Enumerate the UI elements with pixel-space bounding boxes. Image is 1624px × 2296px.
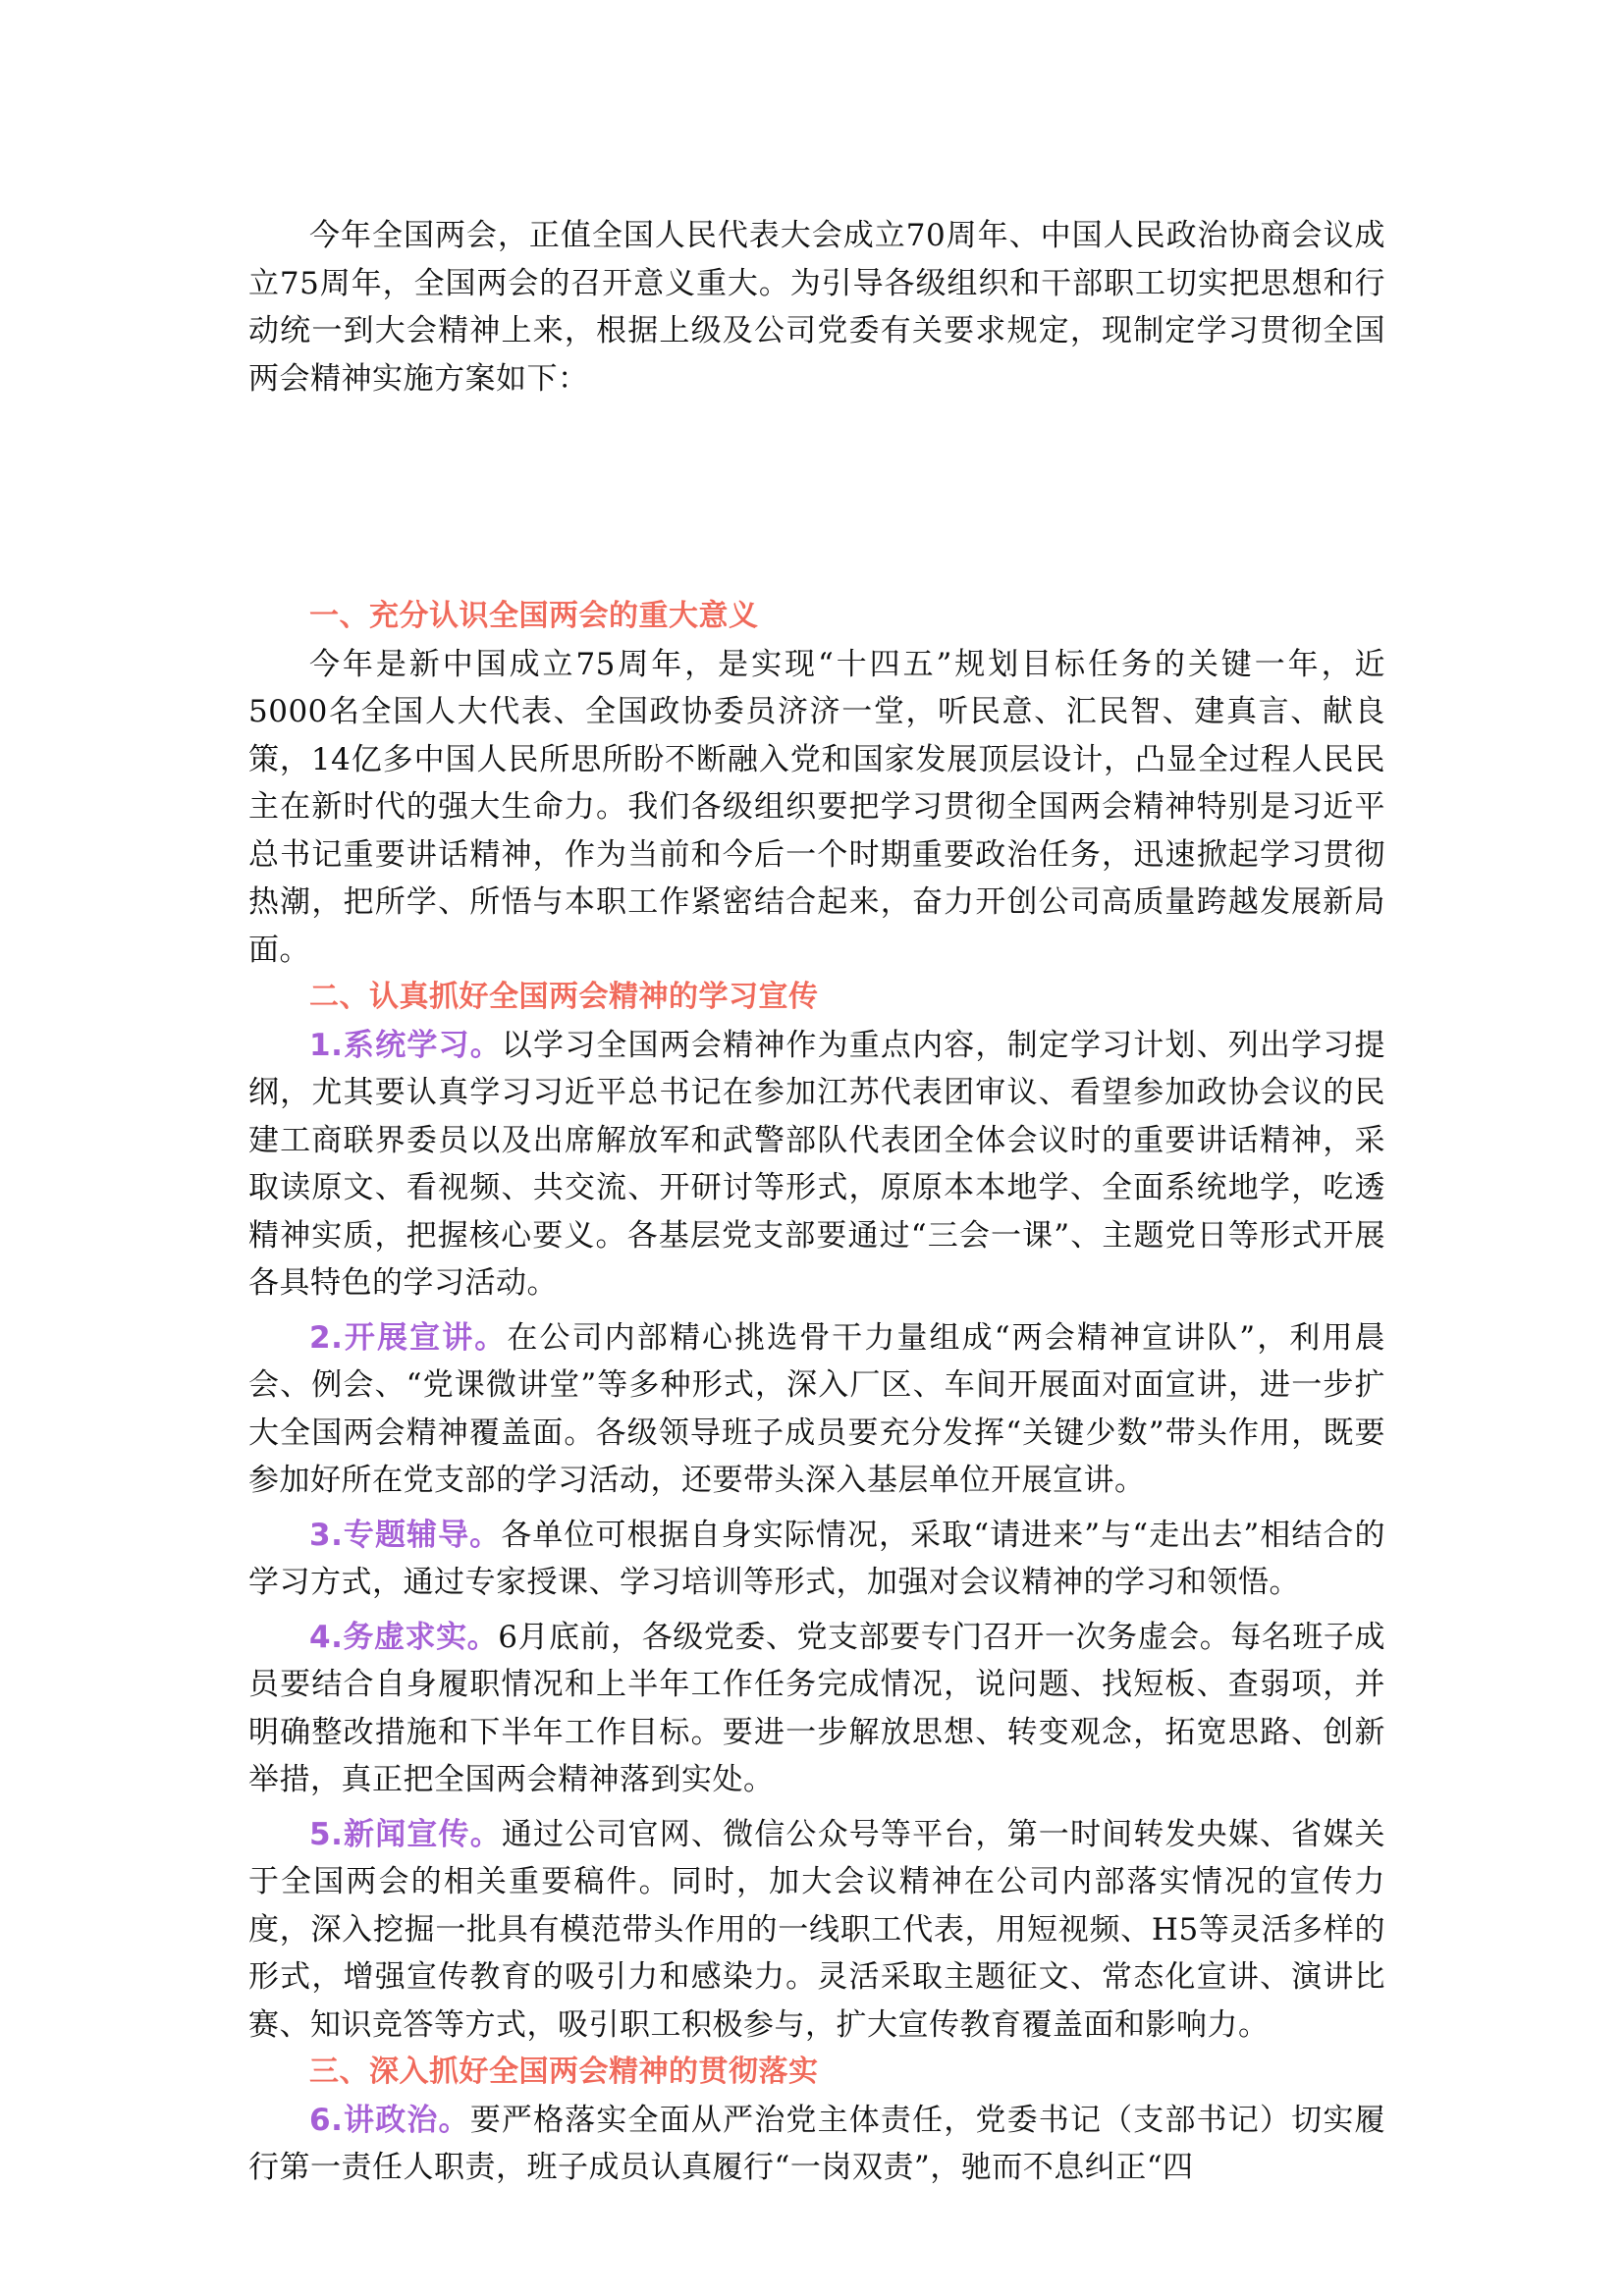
- item-2-lead: 2.开展宣讲。: [309, 1319, 508, 1356]
- section-1-heading: 一、充分认识全国两会的重大意义: [309, 599, 759, 633]
- item-1-lead: 1.系统学习。: [309, 1027, 502, 1063]
- item-5-body: 通过公司官网、微信公众号等平台，第一时间转发央媒、省媒关于全国两会的相关重要稿件。同时，加大会议精神在公司内部落实情况的宣传力度，深入挖掘一批具有模范带头作用的一线职工代表，用短视频、H5等灵活多样的形式，增强宣传教育的吸引力和感染力。灵活采取主题征文、常态化宣讲、演讲比赛、知识竞答等方式，吸引职工积极参与，扩大宣传教育覆盖面和影响力。: [248, 1816, 1385, 2043]
- blank-space: [248, 402, 1385, 593]
- section-2-heading: 二、认真抓好全国两会精神的学习宣传: [309, 980, 819, 1014]
- document-page: [248, 212, 1385, 2192]
- intro-paragraph: 今年全国两会，正值全国人民代表大会成立70周年、中国人民政治协商会议成立75周年，全国两会的召开意义重大。为引导各级组织和干部职工切实把思想和行动统一到大会精神上来，根据上级及公司党委有关要求规定，现制定学习贯彻全国两会精神实施方案如下：: [248, 218, 1385, 397]
- item-3-body: 各单位可根据自身实际情况，采取“请进来”与“走出去”相结合的学习方式，通过专家授课、学习培训等形式，加强对会议精神的学习和领悟。: [248, 1517, 1385, 1600]
- item-1-body: 以学习全国两会精神作为重点内容，制定学习计划、列出学习提纲，尤其要认真学习习近平总书记在参加江苏代表团审议、看望参加政协会议的民建工商联界委员以及出席解放军和武警部队代表团全体会议时的重要讲话精神，采取读原文、看视频、共交流、开研讨等形式，原原本本地学、全面系统地学，吃透精神实质，把握核心要义。各基层党支部要通过“三会一课”、主题党日等形式开展各具特色的学习活动。: [248, 1027, 1385, 1301]
- item-2-paragraph: [248, 1314, 1385, 1505]
- section-3-heading: 三、深入抓好全国两会精神的贯彻落实: [309, 2055, 819, 2089]
- item-3-paragraph: [248, 1512, 1385, 1607]
- item-6-paragraph: [248, 2097, 1385, 2192]
- item-4-body: 6月底前，各级党委、党支部要专门召开一次务虚会。每名班子成员要结合自身履职情况和上半年工作任务完成情况，说问题、找短板、查弱项，并明确整改措施和下半年工作目标。要进一步解放思想、转变观念，拓宽思路、创新举措，真正把全国两会精神落到实处。: [248, 1619, 1385, 1797]
- item-5-lead: 5.新闻宣传。: [309, 1816, 502, 1852]
- item-4-lead: 4.务虚求实。: [309, 1619, 499, 1655]
- section-1-body: 今年是新中国成立75周年，是实现“十四五”规划目标任务的关键一年，近5000名全国人大代表、全国政协委员济济一堂，听民意、汇民智、建真言、献良策，14亿多中国人民所思所盼不断融入党和国家发展顶层设计，凸显全过程人民民主在新时代的强大生命力。我们各级组织要把学习贯彻全国两会精神特别是习近平总书记重要讲话精神，作为当前和今后一个时期重要政治任务，迅速掀起学习贯彻热潮，把所学、所悟与本职工作紧密结合起来，奋力开创公司高质量跨越发展新局面。: [248, 646, 1385, 968]
- item-1-paragraph: [248, 1022, 1385, 1308]
- item-6-body: 要严格落实全面从严治党主体责任，党委书记（支部书记）切实履行第一责任人职责，班子成员认真履行“一岗双责”，驰而不息纠正“四: [248, 2102, 1385, 2185]
- item-2-body: 在公司内部精心挑选骨干力量组成“两会精神宣讲队”，利用晨会、例会、“党课微讲堂”等多种形式，深入厂区、车间开展面对面宣讲，进一步扩大全国两会精神覆盖面。各级领导班子成员要充分发挥“关键少数”带头作用，既要参加好所在党支部的学习活动，还要带头深入基层单位开展宣讲。: [248, 1319, 1385, 1498]
- item-6-lead: 6.讲政治。: [309, 2102, 470, 2138]
- item-5-paragraph: [248, 1811, 1385, 2050]
- item-4-paragraph: [248, 1614, 1385, 1804]
- item-3-lead: 3.专题辅导。: [309, 1517, 502, 1553]
